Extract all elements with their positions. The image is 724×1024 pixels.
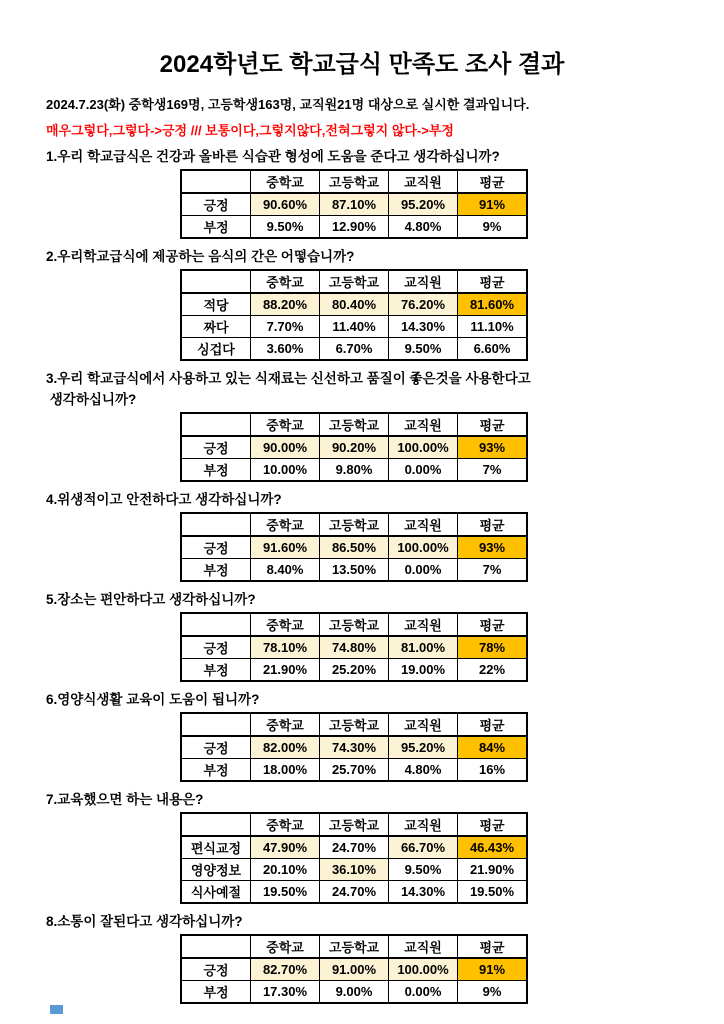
table-header-row [181, 713, 527, 736]
value-cell: 24.70% [320, 836, 389, 859]
table-header-row [181, 813, 527, 836]
blue-mark [50, 1005, 63, 1014]
column-header: 중학교 [251, 713, 320, 736]
value-cell: 90.60% [251, 193, 320, 216]
row-label: 부정 [181, 459, 251, 482]
row-label: 긍정 [181, 636, 251, 659]
value-cell: 78% [458, 636, 528, 659]
value-cell: 0.00% [389, 459, 458, 482]
value-cell: 93% [458, 436, 528, 459]
column-header: 평균 [458, 413, 528, 436]
value-cell: 9.80% [320, 459, 389, 482]
table-row [181, 193, 527, 216]
table-row [181, 536, 527, 559]
table-row [181, 559, 527, 582]
value-cell: 74.80% [320, 636, 389, 659]
value-cell: 0.00% [389, 981, 458, 1004]
table-row [181, 836, 527, 859]
value-cell: 7% [458, 559, 528, 582]
column-header: 평균 [458, 713, 528, 736]
question-text: 2.우리학교급식에 제공하는 음식의 간은 어떻습니까? [46, 249, 355, 264]
value-cell: 18.00% [251, 759, 320, 782]
survey-table [180, 412, 528, 482]
table-row [181, 736, 527, 759]
value-cell: 12.90% [320, 216, 389, 239]
value-cell: 82.70% [251, 958, 320, 981]
value-cell: 90.00% [251, 436, 320, 459]
value-cell: 21.90% [251, 659, 320, 682]
column-header: 고등학교 [320, 170, 389, 193]
row-label: 편식교정 [181, 836, 251, 859]
corner-cell [181, 413, 251, 436]
table-row [181, 436, 527, 459]
row-label: 긍정 [181, 193, 251, 216]
value-cell: 91% [458, 958, 528, 981]
page-title: 2024학년도 학교급식 만족도 조사 결과 [159, 51, 565, 78]
corner-cell [181, 513, 251, 536]
row-label: 부정 [181, 659, 251, 682]
value-cell: 9.00% [320, 981, 389, 1004]
value-cell: 78.10% [251, 636, 320, 659]
value-cell: 9.50% [389, 338, 458, 361]
table-row [181, 293, 527, 316]
row-label: 긍정 [181, 436, 251, 459]
value-cell: 13.50% [320, 559, 389, 582]
table-row [181, 316, 527, 338]
question-section [46, 146, 724, 239]
column-header: 교직원 [389, 613, 458, 636]
survey-table [180, 512, 528, 582]
value-cell: 21.90% [458, 859, 528, 881]
survey-table [180, 812, 528, 904]
value-cell: 4.80% [389, 759, 458, 782]
table-row [181, 636, 527, 659]
value-cell: 20.10% [251, 859, 320, 881]
value-cell: 0.00% [389, 559, 458, 582]
column-header: 중학교 [251, 935, 320, 958]
column-header: 평균 [458, 270, 528, 293]
value-cell: 19.50% [251, 881, 320, 904]
corner-cell [181, 270, 251, 293]
value-cell: 87.10% [320, 193, 389, 216]
value-cell: 88.20% [251, 293, 320, 316]
corner-cell [181, 613, 251, 636]
corner-cell [181, 170, 251, 193]
column-header: 고등학교 [320, 613, 389, 636]
value-cell: 100.00% [389, 436, 458, 459]
row-label: 식사예절 [181, 881, 251, 904]
column-header: 교직원 [389, 713, 458, 736]
value-cell: 47.90% [251, 836, 320, 859]
value-cell: 93% [458, 536, 528, 559]
value-cell: 80.40% [320, 293, 389, 316]
column-header: 고등학교 [320, 513, 389, 536]
value-cell: 91% [458, 193, 528, 216]
row-label: 적당 [181, 293, 251, 316]
survey-table [180, 934, 528, 1004]
question-text: 5.장소는 편안하다고 생각하십니까? [46, 592, 256, 607]
question-text: 6.영양식생활 교육이 도움이 됩니까? [46, 692, 260, 707]
value-cell: 22% [458, 659, 528, 682]
column-header: 교직원 [389, 813, 458, 836]
column-header: 고등학교 [320, 935, 389, 958]
row-label: 긍정 [181, 958, 251, 981]
legend-text: 매우그렇다,그렇다->긍정 /// 보통이다,그렇지않다,전혀그렇지 않다->부정 [46, 123, 454, 138]
column-header: 평균 [458, 613, 528, 636]
value-cell: 9.50% [389, 859, 458, 881]
question-text: 1.우리 학교급식은 건강과 올바른 식습관 형성에 도움을 준다고 생각하십니까? [46, 149, 500, 164]
question-section [46, 789, 724, 904]
column-header: 고등학교 [320, 713, 389, 736]
corner-cell [181, 935, 251, 958]
row-label: 긍정 [181, 536, 251, 559]
row-label: 긍정 [181, 736, 251, 759]
column-header: 평균 [458, 513, 528, 536]
column-header: 교직원 [389, 413, 458, 436]
column-header: 평균 [458, 170, 528, 193]
question-section [46, 589, 724, 682]
value-cell: 19.50% [458, 881, 528, 904]
question-text: 생각하십니까? [46, 392, 137, 407]
value-cell: 3.60% [251, 338, 320, 361]
value-cell: 10.00% [251, 459, 320, 482]
row-label: 부정 [181, 216, 251, 239]
value-cell: 76.20% [389, 293, 458, 316]
table-row [181, 759, 527, 782]
row-label: 영양정보 [181, 859, 251, 881]
column-header: 교직원 [389, 935, 458, 958]
question-text: 8.소통이 잘된다고 생각하십니까? [46, 914, 243, 929]
value-cell: 81.60% [458, 293, 528, 316]
value-cell: 90.20% [320, 436, 389, 459]
corner-cell [181, 713, 251, 736]
column-header: 평균 [458, 813, 528, 836]
value-cell: 8.40% [251, 559, 320, 582]
column-header: 고등학교 [320, 413, 389, 436]
value-cell: 84% [458, 736, 528, 759]
value-cell: 81.00% [389, 636, 458, 659]
table-header-row [181, 170, 527, 193]
value-cell: 11.10% [458, 316, 528, 338]
row-label: 짜다 [181, 316, 251, 338]
value-cell: 14.30% [389, 316, 458, 338]
value-cell: 14.30% [389, 881, 458, 904]
row-label: 부정 [181, 759, 251, 782]
column-header: 중학교 [251, 813, 320, 836]
row-label: 부정 [181, 559, 251, 582]
table-row [181, 338, 527, 361]
table-header-row [181, 935, 527, 958]
value-cell: 24.70% [320, 881, 389, 904]
column-header: 고등학교 [320, 270, 389, 293]
table-row [181, 459, 527, 482]
column-header: 중학교 [251, 613, 320, 636]
column-header: 중학교 [251, 270, 320, 293]
column-header: 교직원 [389, 513, 458, 536]
question-text: 3.우리 학교급식에서 사용하고 있는 식재료는 신선하고 품질이 좋은것을 사용한다고 [46, 371, 531, 386]
value-cell: 9% [458, 216, 528, 239]
value-cell: 17.30% [251, 981, 320, 1004]
intro-text: 2024.7.23(화) 중학생169명, 고등학생163명, 교직원21명 대상으로 실시한 결과입니다. [46, 97, 530, 112]
question-text: 7.교육했으면 하는 내용은? [46, 792, 204, 807]
value-cell: 91.60% [251, 536, 320, 559]
value-cell: 82.00% [251, 736, 320, 759]
value-cell: 95.20% [389, 736, 458, 759]
value-cell: 25.70% [320, 759, 389, 782]
value-cell: 25.20% [320, 659, 389, 682]
table-header-row [181, 413, 527, 436]
value-cell: 36.10% [320, 859, 389, 881]
value-cell: 7.70% [251, 316, 320, 338]
value-cell: 9.50% [251, 216, 320, 239]
table-header-row [181, 270, 527, 293]
table-row [181, 859, 527, 881]
value-cell: 6.60% [458, 338, 528, 361]
value-cell: 16% [458, 759, 528, 782]
corner-cell [181, 813, 251, 836]
value-cell: 4.80% [389, 216, 458, 239]
value-cell: 6.70% [320, 338, 389, 361]
value-cell: 95.20% [389, 193, 458, 216]
column-header: 중학교 [251, 513, 320, 536]
question-section [46, 368, 724, 482]
value-cell: 100.00% [389, 958, 458, 981]
question-section [46, 689, 724, 782]
table-header-row [181, 613, 527, 636]
table-row [181, 216, 527, 239]
value-cell: 86.50% [320, 536, 389, 559]
column-header: 교직원 [389, 170, 458, 193]
table-row [181, 958, 527, 981]
survey-table [180, 612, 528, 682]
value-cell: 66.70% [389, 836, 458, 859]
row-label: 부정 [181, 981, 251, 1004]
column-header: 중학교 [251, 413, 320, 436]
table-row [181, 981, 527, 1004]
value-cell: 9% [458, 981, 528, 1004]
column-header: 교직원 [389, 270, 458, 293]
survey-table [180, 269, 528, 361]
value-cell: 19.00% [389, 659, 458, 682]
value-cell: 11.40% [320, 316, 389, 338]
survey-table [180, 712, 528, 782]
value-cell: 7% [458, 459, 528, 482]
value-cell: 74.30% [320, 736, 389, 759]
question-text: 4.위생적이고 안전하다고 생각하십니까? [46, 492, 282, 507]
row-label: 싱겁다 [181, 338, 251, 361]
survey-sections [46, 146, 724, 1004]
question-section [46, 489, 724, 582]
question-section [46, 246, 724, 361]
column-header: 중학교 [251, 170, 320, 193]
value-cell: 46.43% [458, 836, 528, 859]
survey-table [180, 169, 528, 239]
table-header-row [181, 513, 527, 536]
table-row [181, 659, 527, 682]
question-section [46, 911, 724, 1004]
column-header: 고등학교 [320, 813, 389, 836]
column-header: 평균 [458, 935, 528, 958]
table-row [181, 881, 527, 904]
value-cell: 91.00% [320, 958, 389, 981]
value-cell: 100.00% [389, 536, 458, 559]
